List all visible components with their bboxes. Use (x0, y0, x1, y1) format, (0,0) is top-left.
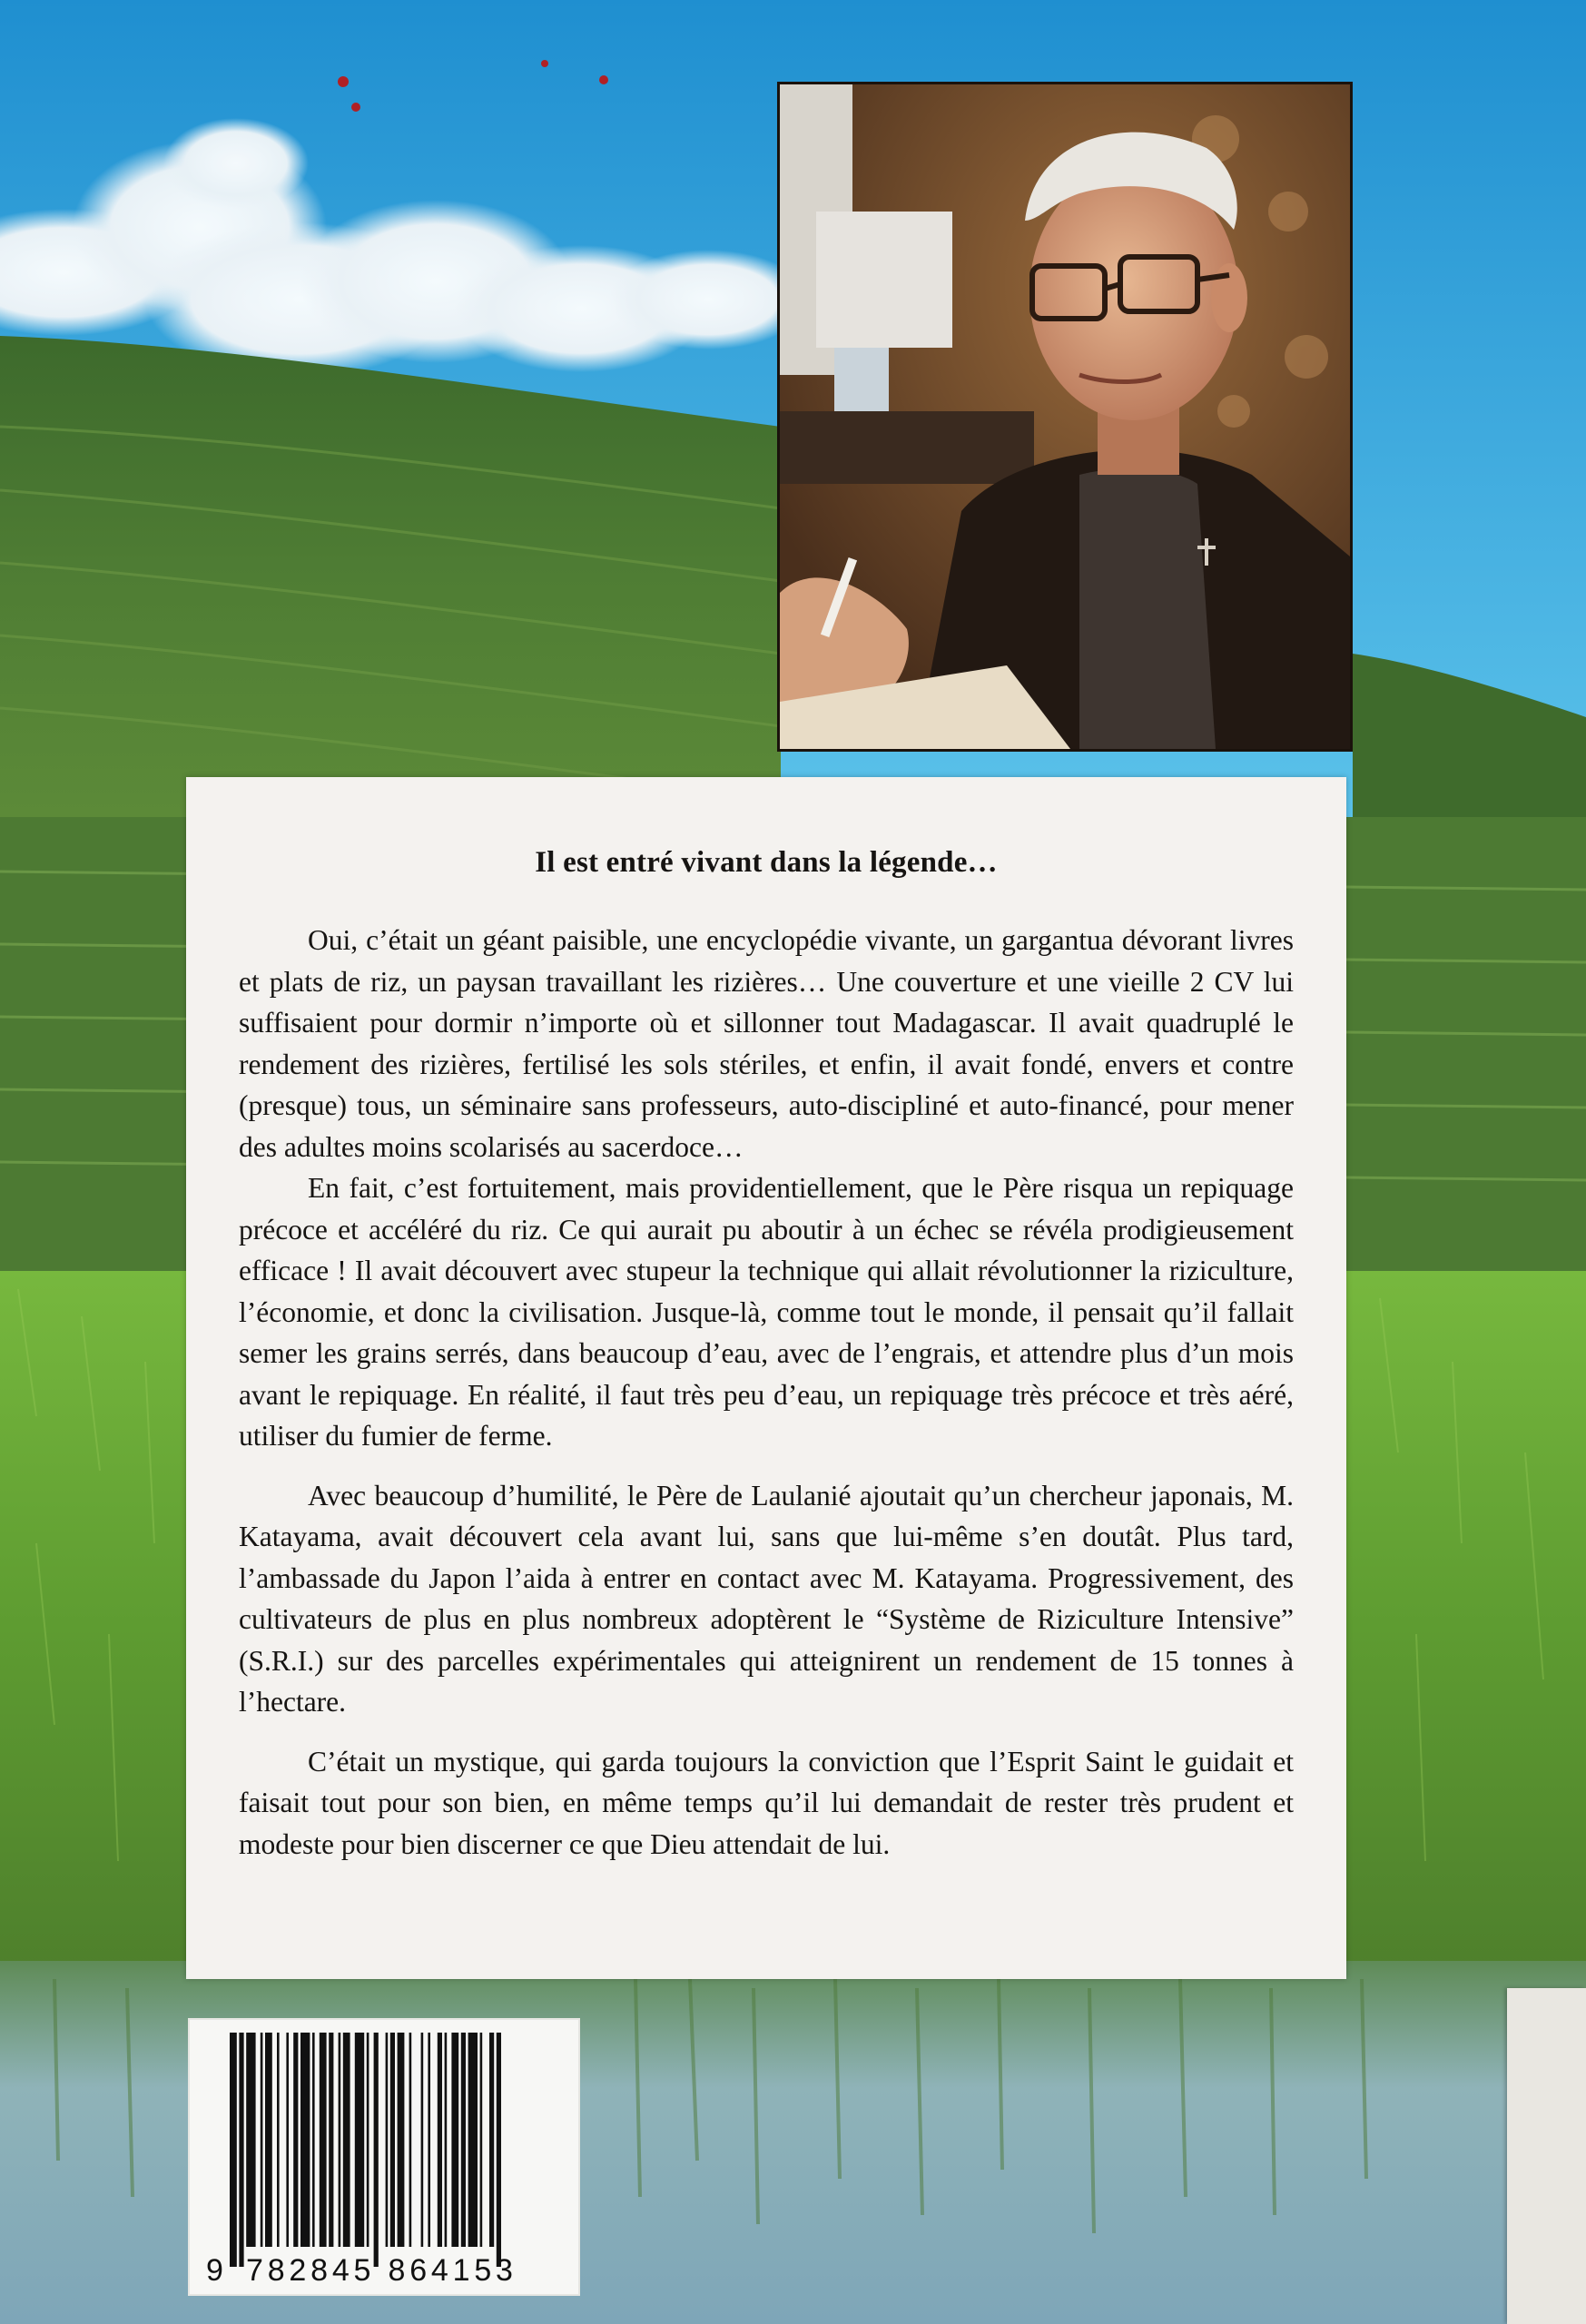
barcode-bar (265, 2033, 272, 2247)
barcode-bar (438, 2033, 442, 2247)
barcode-bar (355, 2033, 364, 2247)
barcode-bar (320, 2033, 327, 2247)
torn-sticker (1507, 1988, 1586, 2324)
barcode-bar (451, 2033, 458, 2247)
barcode-bar (277, 2033, 280, 2247)
barcode-bar (329, 2033, 333, 2247)
barcode-bar (489, 2033, 494, 2247)
barcode-bar (390, 2033, 395, 2247)
barcode-bar (261, 2033, 263, 2247)
barcode-bar (312, 2033, 315, 2247)
panel-title: Il est entré vivant dans la légende… (535, 846, 998, 879)
barcode-bar (461, 2033, 466, 2247)
barcode-bar (374, 2033, 379, 2267)
paragraph-3: Avec beaucoup d’humilité, le Père de Laulanié ajoutait qu’un chercheur japonais, M. Katayama, avait découvert cela avant lui, sans que lui-même s’en doutât. Plus tard, l’ambassade du Japon l’aida à entrer en contact avec M. Katayama. Progressivement, des cultivateurs de plus en plus nombreux adoptèrent le “Système de Riziculture Intensive” (S.R.I.) sur des parcelles expérimentales qui atteignirent un rendement de 15 tonnes à l’hectare. (239, 1479, 1294, 1718)
portrait-illustration (780, 84, 1350, 749)
barcode-bar (293, 2033, 298, 2247)
barcode-bar (480, 2033, 483, 2247)
barcode-bar (409, 2033, 412, 2247)
barcode-first-digit: 9 (206, 2253, 225, 2288)
barcode-bar (246, 2033, 255, 2247)
isbn-barcode (188, 2018, 580, 2296)
paragraph-2: En fait, c’est fortuitement, mais providentiellement, que le Père risqua un repiquage précoce et accéléré du riz. Ce qui aurait pu aboutir à un échec se révéla prodigieusement efficace ! Il avait découvert avec stupeur la technique qui allait révolutionner la riziculture, l’économie, et donc la civilisation. Jusque-là, comme tout le monde, il pensait qu’il fallait semer les grains serrés, dans beaucoup d’eau, avec de l’engrais, et attendre plus d’un mois avant le repiquage. En réalité, il faut très peu d’eau, un repiquage très précoce et très aéré, utiliser du fumier de ferme. (239, 1172, 1294, 1452)
barcode-bar (230, 2033, 237, 2267)
barcode-bar (468, 2033, 478, 2247)
barcode-bar (343, 2033, 350, 2247)
barcode-bar (428, 2033, 430, 2247)
barcode-bar (300, 2033, 310, 2247)
author-portrait-photo (777, 82, 1353, 752)
barcode-number: 782845 864153 (246, 2253, 517, 2288)
barcode-bar (239, 2033, 243, 2267)
barcode-bar (339, 2033, 341, 2247)
barcode-bar (286, 2033, 289, 2247)
paragraph-4: C’était un mystique, qui garda toujours la conviction que l’Esprit Saint le guidait et faisait tout pour son bien, en même temps qu’il lui demandait de rester très prudent et modeste pour bien discerner ce que Dieu attendait de lui. (239, 1745, 1294, 1860)
back-cover-text-panel (186, 777, 1346, 1979)
barcode-bar (386, 2033, 389, 2247)
barcode-bar (445, 2033, 448, 2247)
barcode-bar (421, 2033, 424, 2247)
barcode-bar (367, 2033, 369, 2247)
barcode-bar (497, 2033, 501, 2267)
paragraph-1: Oui, c’était un géant paisible, une encyclopédie vivante, un gargantua dévorant livres et plats de riz, un paysan travaillant les rizières… Une couverture et une vieille 2 CV lui suffisaient pour dormir n’importe où et sillonner tout Madagascar. Il avait quadruplé le rendement des rizières, fertilisé les sols stériles, et enfin, il avait fondé, envers et contre (presque) tous, un séminaire sans professeurs, auto-discipliné et auto-financé, pour mener des adultes moins scolarisés au sacerdoce… (239, 924, 1294, 1163)
barcode-bar (398, 2033, 405, 2247)
